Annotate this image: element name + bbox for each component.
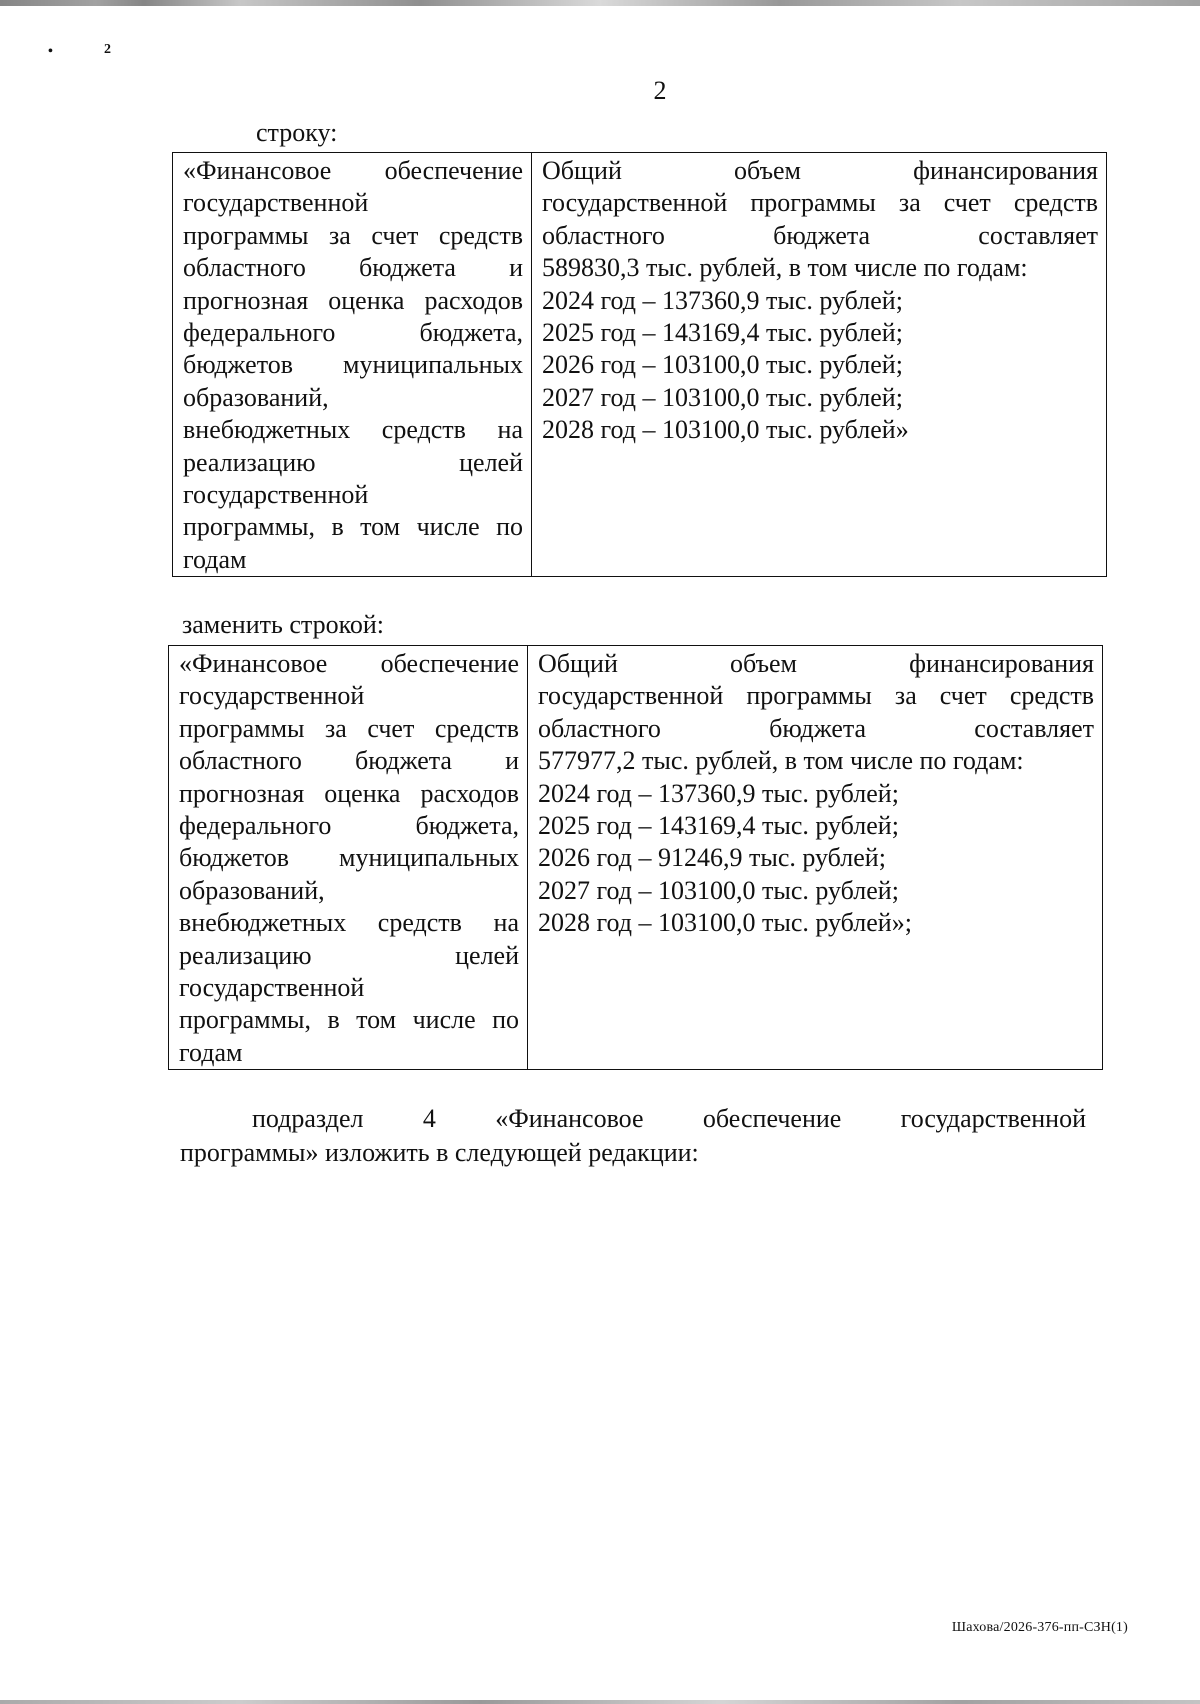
cell-line: внебюджетных средств на xyxy=(179,908,519,938)
scan-edge-top xyxy=(0,0,1200,6)
old-row-right-cell xyxy=(532,153,1107,577)
cell-line: федерального бюджета, xyxy=(179,811,519,841)
cell-line: Общий объем финансирования xyxy=(538,649,1094,678)
cell-line: 2026 год – 103100,0 тыс. рублей; xyxy=(542,350,903,380)
margin-mark-digit: 2 xyxy=(104,42,111,57)
cell-line: 589830,3 тыс. рублей, в том числе по годам: xyxy=(542,253,1028,283)
table-row xyxy=(169,646,1103,1070)
cell-line: государственной xyxy=(179,973,365,1003)
paragraph-line: подраздел 4 «Финансовое обеспечение государственной xyxy=(252,1104,1086,1133)
cell-line: 2028 год – 103100,0 тыс. рублей» xyxy=(542,415,909,445)
cell-line: образований, xyxy=(179,875,325,905)
cell-line: программы за счет средств xyxy=(183,220,523,250)
cell-line: программы за счет средств xyxy=(179,713,519,743)
cell-line: государственной программы за счет средств xyxy=(542,188,1098,218)
cell-line: годам xyxy=(179,1037,243,1067)
cell-line: государственной xyxy=(183,480,369,510)
cell-line: «Финансовое обеспечение xyxy=(183,156,523,185)
cell-line: федерального бюджета, xyxy=(183,318,523,348)
margin-mark-dot: • xyxy=(48,44,53,59)
cell-line: 2025 год – 143169,4 тыс. рублей; xyxy=(538,811,899,841)
cell-line: областного бюджета и xyxy=(183,253,523,283)
cell-line: прогнозная оценка расходов xyxy=(179,778,519,808)
cell-line: 2028 год – 103100,0 тыс. рублей»; xyxy=(538,908,912,938)
new-row-right-cell xyxy=(528,646,1103,1070)
old-row-table xyxy=(172,152,1107,577)
cell-line: прогнозная оценка расходов xyxy=(183,285,523,315)
document-footer-code: Шахова/2026-376-пп-СЗН(1) xyxy=(951,1620,1128,1635)
cell-line: 2024 год – 137360,9 тыс. рублей; xyxy=(538,778,899,808)
cell-line: государственной программы за счет средств xyxy=(538,681,1094,711)
cell-line: внебюджетных средств на xyxy=(183,415,523,445)
cell-line: программы, в том числе по xyxy=(179,1005,519,1035)
cell-line: 2026 год – 91246,9 тыс. рублей; xyxy=(538,843,886,873)
cell-line: образований, xyxy=(183,382,329,412)
cell-line: годам xyxy=(183,544,247,574)
cell-line: областного бюджета составляет xyxy=(542,220,1098,250)
cell-line: областного бюджета и xyxy=(179,746,519,776)
cell-line: бюджетов муниципальных xyxy=(183,350,523,380)
cell-line: Общий объем финансирования xyxy=(542,156,1098,185)
cell-line: реализацию целей xyxy=(179,940,519,970)
page-number: 2 xyxy=(653,76,667,105)
cell-line: программы, в том числе по xyxy=(183,512,523,542)
paragraph-line: программы» изложить в следующей редакции: xyxy=(180,1138,699,1167)
scan-edge-bottom xyxy=(0,1700,1200,1704)
cell-line: областного бюджета составляет xyxy=(538,713,1094,743)
cell-line: 577977,2 тыс. рублей, в том числе по годам: xyxy=(538,746,1024,776)
new-row-left-cell xyxy=(169,646,528,1070)
cell-line: 2027 год – 103100,0 тыс. рублей; xyxy=(542,382,903,412)
table-row xyxy=(173,153,1107,577)
cell-line: 2025 год – 143169,4 тыс. рублей; xyxy=(542,318,903,348)
cell-line: государственной xyxy=(183,188,369,218)
old-row-left-cell xyxy=(173,153,532,577)
cell-line: государственной xyxy=(179,681,365,711)
new-row-table xyxy=(168,645,1103,1070)
cell-line: 2024 год – 137360,9 тыс. рублей; xyxy=(542,285,903,315)
cell-line: реализацию целей xyxy=(183,447,523,477)
cell-line: «Финансовое обеспечение xyxy=(179,649,519,678)
cell-line: бюджетов муниципальных xyxy=(179,843,519,873)
amendment-paragraph xyxy=(180,1102,1086,1170)
intro-new-row: заменить строкой: xyxy=(182,610,385,639)
cell-line: 2027 год – 103100,0 тыс. рублей; xyxy=(538,875,899,905)
intro-old-row: строку: xyxy=(256,118,338,147)
